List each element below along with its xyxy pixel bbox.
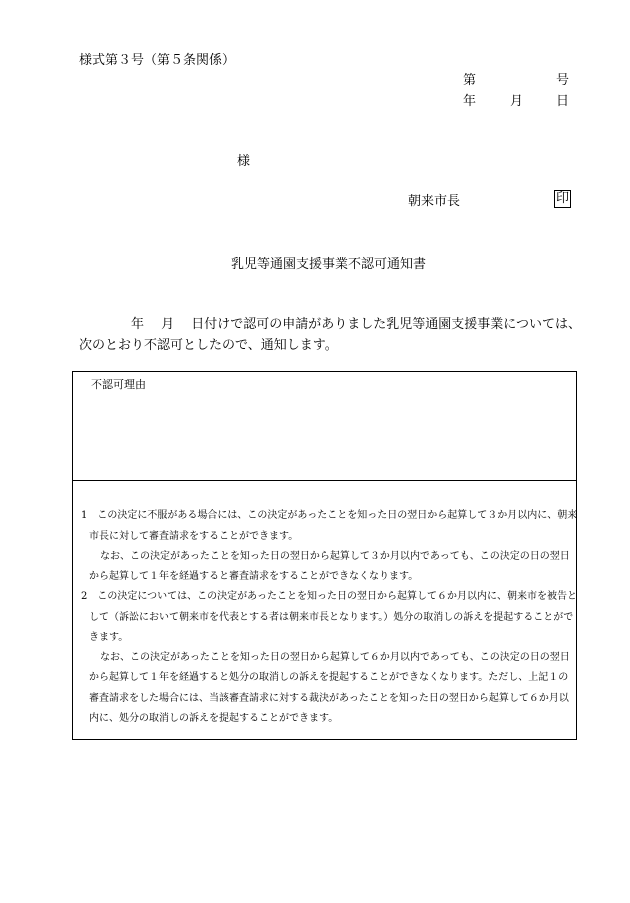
addressee-suffix: 様 xyxy=(237,154,251,169)
note-2-line-4: なお、この決定があったことを知った日の翌日から起算して６か月以内であっても、この決定の日の翌日 xyxy=(100,652,570,663)
note-1-line-4: から起算して１年を経過すると審査請求をすることができなくなります。 xyxy=(89,571,419,582)
note-2-line-5: から起算して１年を経過すると処分の取消しの訴えを提起することができなくなります。ただし、上記１の xyxy=(89,672,569,683)
notes-box xyxy=(72,480,577,740)
reason-box xyxy=(72,371,577,481)
note-2-line-1: 2 この決定については、この決定があったことを知った日の翌日から起算して６か月以内に、朝来市を被告と xyxy=(81,591,578,602)
date-day: 日 xyxy=(556,94,570,109)
body-line-2: 次のとおり不認可としたので、通知します。 xyxy=(79,338,338,353)
note-1-line-2: 市長に対して審査請求をすることができます。 xyxy=(89,531,299,542)
body-line-1: 年 月 日付けで認可の申請がありました乳児等通園支援事業については、 xyxy=(131,317,582,332)
number-prefix: 第 xyxy=(463,73,477,88)
form-id: 様式第３号（第５条関係） xyxy=(79,53,236,68)
note-2-line-6: 審査請求をした場合には、当該審査請求に対する裁決があったことを知った日の翌日から起算して６か月以 xyxy=(89,693,569,704)
date-month: 月 xyxy=(510,94,524,109)
note-2-line-2: して（訴訟において朝来市を代表とする者は朝来市長となります。）処分の取消しの訴えを提起することがで xyxy=(89,612,574,623)
seal-text: 印 xyxy=(556,191,570,206)
note-2-line-3: きます。 xyxy=(89,632,129,643)
document-title: 乳児等通園支援事業不認可通知書 xyxy=(231,257,427,272)
note-2-line-7: 内に、処分の取消しの訴えを提起することができます。 xyxy=(89,713,339,724)
note-1-line-1: 1 この決定に不服がある場合には、この決定があったことを知った日の翌日から起算して３か月以内に、朝来 xyxy=(81,510,578,521)
reason-label: 不認可理由 xyxy=(91,378,146,391)
number-suffix: 号 xyxy=(556,73,570,88)
note-1-line-3: なお、この決定があったことを知った日の翌日から起算して３か月以内であっても、この決定の日の翌日 xyxy=(100,551,570,562)
issuer-title: 朝来市長 xyxy=(408,194,461,209)
date-year: 年 xyxy=(463,94,477,109)
seal-mark xyxy=(554,190,571,208)
